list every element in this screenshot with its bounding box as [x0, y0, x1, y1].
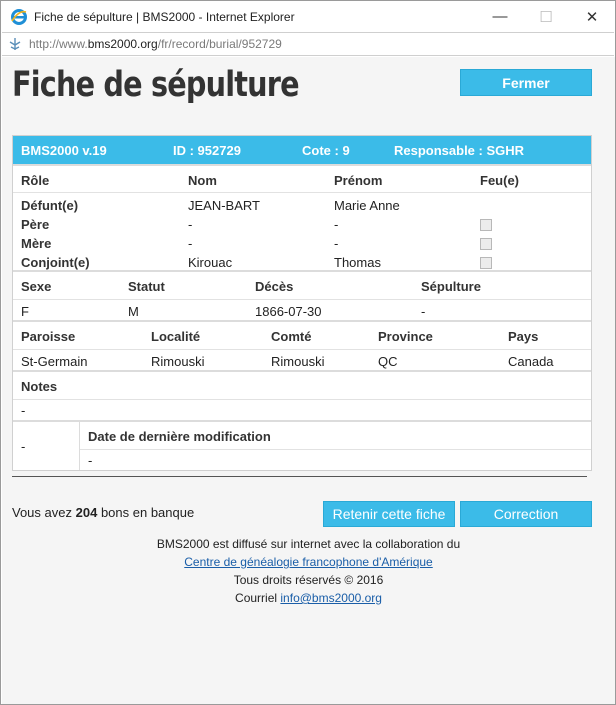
pays-header: Pays: [508, 329, 539, 344]
record-id: ID : 952729: [173, 143, 241, 158]
burial-record-card: [12, 135, 592, 471]
sepulture-header: Sépulture: [421, 279, 481, 294]
cote-label: Cote : 9: [302, 143, 350, 158]
modification-value: -: [88, 453, 93, 468]
page-content: [2, 57, 615, 704]
role-conjoint: Conjoint(e): [21, 255, 90, 270]
role-pere: Père: [21, 217, 50, 232]
bank-balance: Vous avez 204 bons en banque: [12, 505, 195, 520]
localite-value: Rimouski: [151, 354, 205, 369]
location-section: [13, 320, 591, 370]
localite-header: Localité: [151, 329, 201, 344]
conjoint-feu-checkbox: [480, 257, 492, 269]
deces-header: Décès: [255, 279, 294, 294]
version-label: BMS2000 v.19: [21, 143, 107, 158]
pere-feu-checkbox: [480, 219, 492, 231]
paroisse-header: Paroisse: [21, 329, 76, 344]
modification-left-value: -: [21, 439, 26, 454]
notes-header: Notes: [21, 379, 58, 394]
email-link[interactable]: info@bms2000.org: [280, 591, 382, 605]
comte-value: Rimouski: [271, 354, 325, 369]
page-title: Fiche de sépulture: [12, 65, 299, 105]
footer-line-collaboration: BMS2000 est diffusé sur internet avec la collaboration du: [156, 537, 461, 551]
mere-nom: -: [188, 236, 193, 251]
internet-explorer-icon: [10, 8, 28, 26]
footer-divider: [12, 476, 587, 477]
minimize-icon[interactable]: —: [492, 8, 508, 25]
mere-feu-checkbox: [480, 238, 492, 250]
role-defunt: Défunt(e): [21, 198, 79, 213]
comte-header: Comté: [271, 329, 312, 344]
sepulture-value: -: [421, 304, 426, 319]
title-bar: [1, 1, 615, 32]
persons-section: [13, 164, 591, 270]
divider: [13, 299, 591, 300]
statut-header: Statut: [128, 279, 165, 294]
nom-header: Nom: [188, 173, 217, 188]
role-header: Rôle: [21, 173, 50, 188]
keep-record-button[interactable]: Retenir cette fiche: [323, 501, 455, 527]
province-value: QC: [378, 354, 398, 369]
deces-value: 1866-07-30: [255, 304, 322, 319]
status-section: [13, 270, 591, 320]
footer-email-line: Courriel info@bms2000.org: [235, 591, 382, 605]
bank-count: 204: [75, 505, 98, 520]
footer-copyright: Tous droits réservés © 2016: [233, 573, 384, 587]
defunt-prenom: Marie Anne: [334, 198, 400, 213]
province-header: Province: [378, 329, 433, 344]
centre-genealogie-link[interactable]: Centre de généalogie francophone d'Amérique: [184, 555, 433, 569]
divider: [13, 349, 591, 350]
correction-button[interactable]: Correction: [460, 501, 592, 527]
record-header: [13, 136, 591, 164]
notes-section: [13, 370, 591, 420]
window-title: Fiche de sépulture | BMS2000 - Internet Explorer: [34, 9, 295, 24]
maximize-icon: ☐: [539, 8, 553, 26]
close-icon[interactable]: ✕: [585, 8, 599, 26]
sexe-header: Sexe: [21, 279, 52, 294]
sexe-value: F: [21, 304, 29, 319]
modification-section: [13, 420, 591, 470]
pere-prenom: -: [334, 217, 339, 232]
conjoint-nom: Kirouac: [188, 255, 233, 270]
footer-line-centre: [2, 555, 615, 569]
role-mere: Mère: [21, 236, 52, 251]
responsable-label: Responsable : SGHR: [394, 143, 525, 158]
pere-nom: -: [188, 217, 193, 232]
paroisse-value: St-Germain: [21, 354, 88, 369]
divider: [79, 422, 80, 470]
site-favicon-icon: [7, 36, 23, 52]
defunt-nom: JEAN-BART: [188, 198, 260, 213]
mere-prenom: -: [334, 236, 339, 251]
notes-value: -: [21, 403, 26, 418]
feu-header: Feu(e): [480, 173, 519, 188]
divider: [13, 399, 591, 400]
pays-value: Canada: [508, 354, 554, 369]
modification-header: Date de dernière modification: [88, 429, 271, 444]
prenom-header: Prénom: [334, 173, 383, 188]
divider: [13, 192, 591, 193]
url-text[interactable]: http://www.bms2000.org/fr/record/burial/952729: [29, 37, 282, 51]
conjoint-prenom: Thomas: [334, 255, 381, 270]
address-bar[interactable]: [2, 32, 614, 56]
divider: [80, 449, 591, 450]
statut-value: M: [128, 304, 139, 319]
close-button[interactable]: Fermer: [460, 69, 592, 96]
